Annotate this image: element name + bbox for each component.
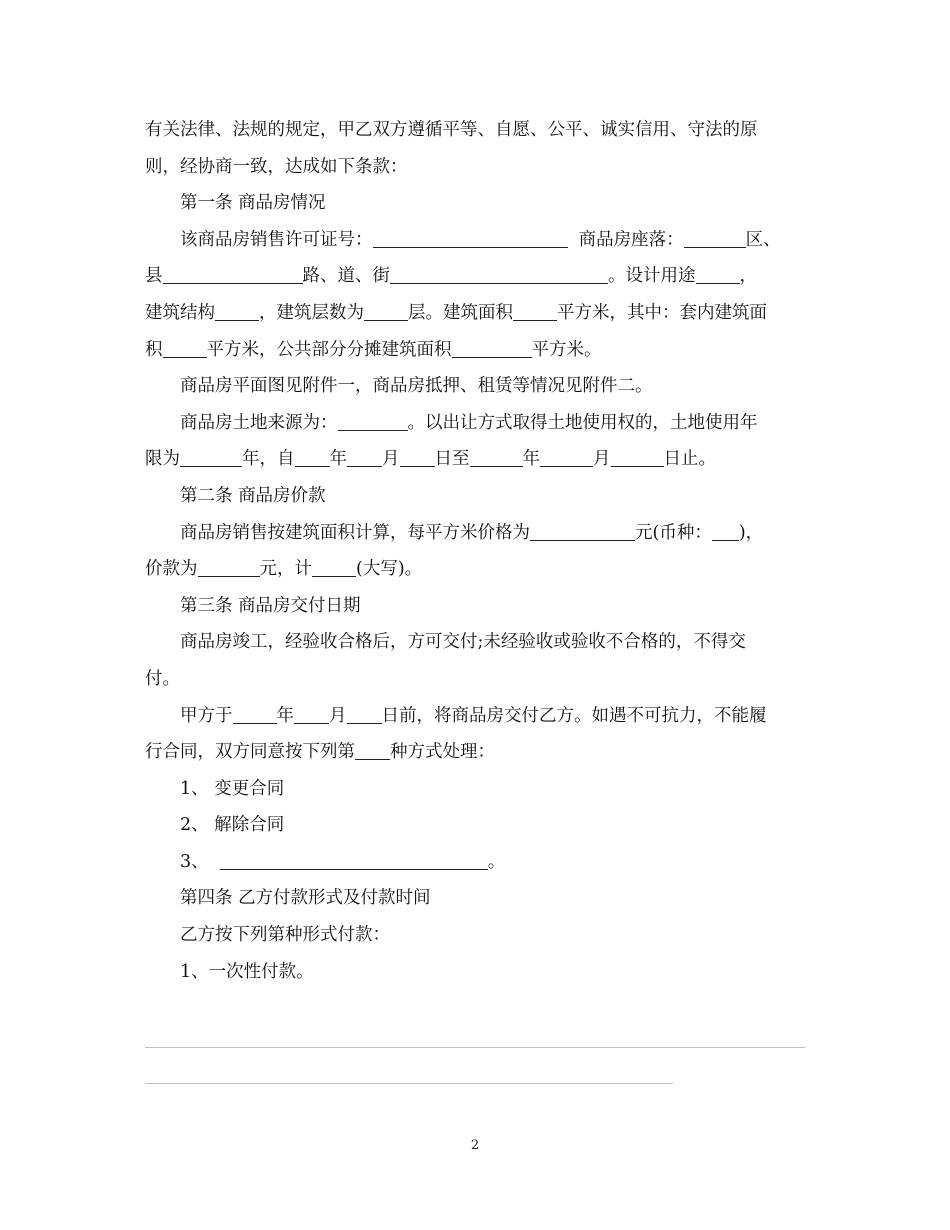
section-heading-3: 第三条 商品房交付日期: [180, 595, 361, 616]
blank-field: [470, 449, 523, 468]
blank-field: [163, 266, 303, 285]
paragraph-line: 建筑结构 ，建筑层数为 层。建筑面积 平方米，其中：套内建筑面: [145, 302, 767, 323]
paragraph-line: 付。: [145, 668, 180, 689]
blank-field: [198, 559, 260, 578]
blank-field: [338, 412, 408, 431]
blank-field: [390, 266, 608, 285]
blank-field: [364, 302, 408, 321]
blank-field: [712, 522, 739, 541]
blank-field: [540, 449, 593, 468]
paragraph-line: 商品房销售按建筑面积计算，每平方米价格为 元(币种： )，: [180, 522, 764, 543]
blank-field: [513, 302, 557, 321]
paragraph-line: 该商品房销售许可证号： 商品房座落： 区、: [180, 229, 781, 250]
paragraph-line: 积 平方米，公共部分分摊建筑面积 平方米。: [145, 339, 602, 360]
paragraph-line: 则，经协商一致，达成如下条款：: [145, 156, 408, 177]
blank-field: [530, 522, 635, 541]
blank-field: [400, 449, 435, 468]
paragraph-line: 价款为 元，计 (大写)。: [145, 559, 423, 580]
contract-body: [145, 112, 805, 990]
option-item: 3、 。: [180, 851, 506, 872]
blank-field: [373, 229, 568, 248]
paragraph-line: 乙方按下列第种形式付款：: [180, 925, 390, 946]
footer-divider: [145, 1047, 805, 1048]
page-number: 2: [470, 1138, 480, 1153]
blank-field: [215, 302, 259, 321]
blank-field: [163, 339, 207, 358]
blank-field: [611, 449, 664, 468]
section-heading-4: 第四条 乙方付款形式及付款时间: [180, 888, 431, 909]
blank-field: [355, 742, 390, 761]
option-item: 1、 变更合同: [180, 778, 285, 799]
blank-field: [312, 559, 356, 578]
paragraph-line: 商品房平面图见附件一，商品房抵押、租赁等情况见附件二。: [180, 376, 653, 397]
blank-field: [684, 229, 746, 248]
paragraph-line: 甲方于 年 月 日前，将商品房交付乙方。如遇不可抗力，不能履: [180, 705, 767, 726]
paragraph-line: 行合同，双方同意按下列第 种方式处理：: [145, 742, 495, 763]
blank-field: [233, 705, 277, 724]
section-heading-1: 第一条 商品房情况: [180, 193, 326, 214]
paragraph-line: 县 路、道、街 。设计用途 ，: [145, 266, 757, 287]
section-heading-2: 第二条 商品房价款: [180, 485, 326, 506]
paragraph-line: 商品房土地来源为： 。以出让方式取得土地使用权的，土地使用年: [180, 412, 758, 433]
blank-field: [347, 449, 382, 468]
paragraph-line: 商品房竣工，经验收合格后，方可交付;未经验收或验收不合格的，不得交: [180, 632, 746, 653]
blank-field: [452, 339, 532, 358]
blank-field: [347, 705, 382, 724]
blank-field: [220, 851, 488, 870]
option-item: 2、 解除合同: [180, 815, 285, 836]
blank-field: [295, 449, 330, 468]
paragraph-line: 有关法律、法规的规定，甲乙双方遵循平等、自愿、公平、诚实信用、守法的原: [145, 120, 758, 140]
paragraph-line: 1、一次性付款。: [180, 961, 314, 982]
blank-field: [180, 449, 242, 468]
footer-divider: [145, 1083, 673, 1084]
blank-field: [696, 266, 740, 285]
paragraph-line: 限为 年，自 年 月 日至 年 月 日止。: [145, 449, 716, 470]
blank-field: [294, 705, 329, 724]
